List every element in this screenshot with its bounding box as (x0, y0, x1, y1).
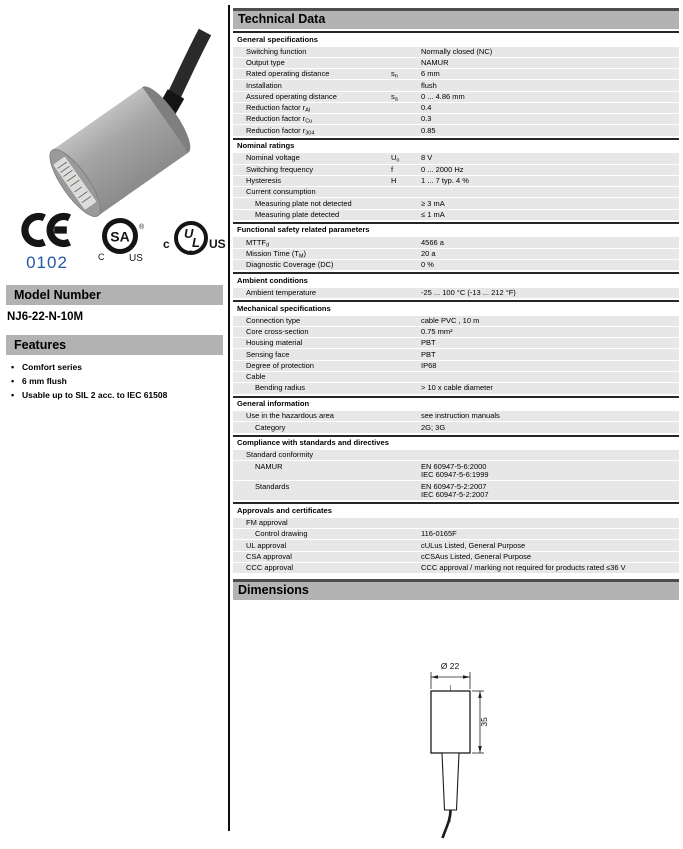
csa-mark (96, 216, 146, 269)
spec-row (233, 316, 679, 326)
spec-row (233, 125, 679, 135)
spec-row (233, 422, 679, 432)
spec-value: 4566 a (421, 237, 444, 247)
spec-value: -25 ... 100 °C (-13 ... 212 °F) (421, 287, 516, 297)
spec-row (233, 349, 679, 359)
certification-logos (12, 208, 226, 274)
cable-gland-outline (442, 753, 459, 810)
spec-value: 8 V (421, 153, 433, 163)
ul-mark-icon (154, 220, 228, 260)
spec-label: Switching frequency (246, 164, 314, 174)
spec-value: cable PVC , 10 m (421, 315, 480, 325)
spec-row (233, 237, 679, 247)
spec-row (233, 47, 679, 57)
spec-sections (233, 31, 679, 573)
spec-value: 0 ... 4.86 mm (421, 91, 465, 101)
spec-label: $MTTF_d$ (246, 237, 270, 249)
spec-value: 0.75 mm² (421, 327, 453, 337)
spec-label: Category (255, 422, 286, 432)
spec-value: see instruction manuals (421, 411, 500, 421)
diameter-dimension-label: Ø 22 (440, 661, 460, 672)
section-header: General specifications (233, 31, 679, 46)
spec-label: Rated operating distance (246, 69, 330, 79)
section-header: Ambient conditions (233, 272, 679, 287)
spec-row (233, 288, 679, 298)
spec-label: Hysteresis (246, 176, 282, 185)
svg-text:US: US (129, 253, 143, 264)
spec-row (233, 249, 679, 259)
spec-value: 6 mm (421, 69, 440, 79)
spec-row (233, 327, 679, 337)
spec-label: Diagnostic Coverage (DC) (246, 260, 334, 270)
spec-label: Housing material (246, 338, 303, 348)
spec-value: 20 a (421, 248, 436, 258)
spec-value: ≥ 3 mA (421, 198, 445, 208)
spec-row (233, 210, 679, 220)
ce-mark-icon (18, 212, 76, 248)
spec-value: 0 ... 2000 Hz (421, 164, 464, 174)
spec-value: NAMUR (421, 57, 449, 67)
spec-label: Switching function (246, 46, 307, 56)
spec-row (233, 529, 679, 539)
feature-text: 6 mm flush (22, 376, 67, 386)
spec-label: Ambient temperature (246, 287, 317, 297)
ce-notified-body-number: 0102 (26, 253, 68, 272)
spec-label: Connection type (246, 315, 301, 325)
spec-value: cCSAus Listed, General Purpose (421, 551, 532, 561)
spec-label: Control drawing (255, 529, 308, 539)
ul-mark (154, 220, 228, 265)
spec-row (233, 69, 679, 79)
features-list (8, 362, 222, 404)
spec-label: Core cross-section (246, 327, 309, 337)
spec-label: CSA approval (246, 551, 292, 561)
bullet-icon: • (11, 390, 15, 400)
spec-label: Current consumption (246, 187, 316, 197)
feature-item (8, 362, 222, 372)
ce-mark (18, 212, 76, 271)
spec-label: Reduction factor $r_{Al}$ (246, 103, 311, 114)
spec-value: 2G; 3G (421, 422, 446, 432)
spec-label: NAMUR (255, 461, 283, 471)
spec-symbol: $s_a$ (391, 91, 398, 103)
technical-data-panel (233, 8, 679, 849)
section-header: Compliance with standards and directives (233, 435, 679, 450)
spec-value: PBT (421, 349, 436, 359)
spec-value: > 10 x cable diameter (421, 383, 493, 393)
spec-row (233, 540, 679, 550)
spec-symbol: H (391, 176, 397, 185)
spec-row (233, 518, 679, 528)
bullet-icon: • (11, 376, 15, 386)
spec-label: UL approval (246, 540, 287, 550)
svg-text:C: C (98, 252, 105, 262)
spec-row (233, 92, 679, 102)
spec-value: EN 60947-5-6:2000 IEC 60947-5-6:1999 (421, 461, 489, 480)
spec-row (233, 450, 679, 460)
model-number-header: Model Number (6, 285, 223, 305)
svg-text:U: U (184, 226, 194, 241)
spec-row (233, 260, 679, 270)
svg-text:®: ® (189, 249, 193, 255)
spec-label: Use in the hazardous area (246, 411, 334, 421)
spec-row (233, 153, 679, 163)
spec-value: cULus Listed, General Purpose (421, 540, 526, 550)
spec-label: Assured operating distance (246, 91, 337, 101)
spec-value: 1 ... 7 typ. 4 % (421, 176, 469, 185)
spec-value: 0.3 (421, 114, 432, 124)
model-number: NJ6-22-N-10M (7, 311, 84, 323)
spec-value: flush (421, 80, 437, 90)
svg-text:®: ® (139, 224, 145, 231)
spec-value: IP68 (421, 360, 437, 370)
spec-label: FM approval (246, 518, 288, 528)
spec-symbol: $s_n$ (391, 69, 398, 80)
spec-label: Nominal voltage (246, 153, 300, 163)
spec-value: 0.85 (421, 125, 436, 135)
section-header: General information (233, 396, 679, 411)
spec-row (233, 176, 679, 186)
svg-text:SA: SA (110, 228, 130, 245)
spec-label: Standards (255, 481, 290, 491)
spec-value: 0 % (421, 260, 434, 270)
dimensions-title: Dimensions (233, 579, 679, 600)
spec-row (233, 411, 679, 421)
spec-row (233, 338, 679, 348)
spec-label: Installation (246, 80, 282, 90)
spec-row (233, 563, 679, 573)
svg-text:US: US (209, 237, 226, 251)
spec-value: 0.4 (421, 103, 432, 113)
spec-row (233, 165, 679, 175)
spec-row (233, 552, 679, 562)
spec-row (233, 103, 679, 113)
spec-label: Measuring plate detected (255, 209, 340, 219)
spec-value: EN 60947-5-2:2007 IEC 60947-5-2:2007 (421, 481, 489, 500)
feature-text: Comfort series (22, 362, 82, 372)
spec-label: Reduction factor $r_{Cu}$ (246, 114, 313, 125)
svg-text:L: L (192, 235, 200, 250)
technical-data-title: Technical Data (233, 8, 679, 29)
feature-item (8, 376, 222, 386)
spec-label: Output type (246, 57, 285, 67)
section-header: Mechanical specifications (233, 300, 679, 315)
spec-row (233, 461, 679, 480)
bullet-icon: • (11, 362, 15, 372)
spec-value: ≤ 1 mA (421, 209, 445, 219)
spec-row (233, 383, 679, 393)
spec-label: CCC approval (246, 563, 294, 573)
spec-value: CCC approval / marking not required for products rated ≤36 V (421, 563, 626, 573)
spec-symbol: $U_o$ (391, 153, 400, 164)
spec-value: PBT (421, 338, 436, 348)
spec-row (233, 372, 679, 382)
spec-label: Standard conformity (246, 450, 314, 460)
section-header: Functional safety related parameters (233, 222, 679, 237)
housing-outline (431, 691, 470, 753)
spec-label: Reduction factor $r_{304}$ (246, 125, 315, 137)
feature-text: Usable up to SIL 2 acc. to IEC 61508 (22, 390, 168, 400)
spec-row (233, 58, 679, 68)
feature-item (8, 390, 222, 400)
cable-outline (443, 810, 451, 838)
spec-label: Sensing face (246, 349, 290, 359)
spec-label: Degree of protection (246, 360, 314, 370)
spec-symbol: f (391, 164, 394, 174)
section-header: Approvals and certificates (233, 502, 679, 517)
column-divider (228, 5, 230, 831)
dimension-drawing (380, 644, 520, 849)
height-dimension-label: 35 (479, 717, 489, 728)
spec-label: Cable (246, 372, 266, 382)
features-header: Features (6, 335, 223, 355)
section-header: Nominal ratings (233, 138, 679, 153)
spec-label: Bending radius (255, 383, 306, 393)
spec-row (233, 361, 679, 371)
svg-text:c: c (163, 237, 170, 251)
spec-row (233, 80, 679, 90)
spec-row (233, 187, 679, 197)
csa-mark-icon (96, 216, 146, 264)
spec-value: 116-0165F (421, 529, 457, 539)
spec-row (233, 198, 679, 208)
spec-row (233, 114, 679, 124)
spec-value: Normally closed (NC) (421, 46, 493, 56)
spec-label: Mission Time $(T_M)$ (246, 248, 307, 260)
spec-label: Measuring plate not detected (255, 198, 352, 208)
spec-row (233, 481, 679, 500)
